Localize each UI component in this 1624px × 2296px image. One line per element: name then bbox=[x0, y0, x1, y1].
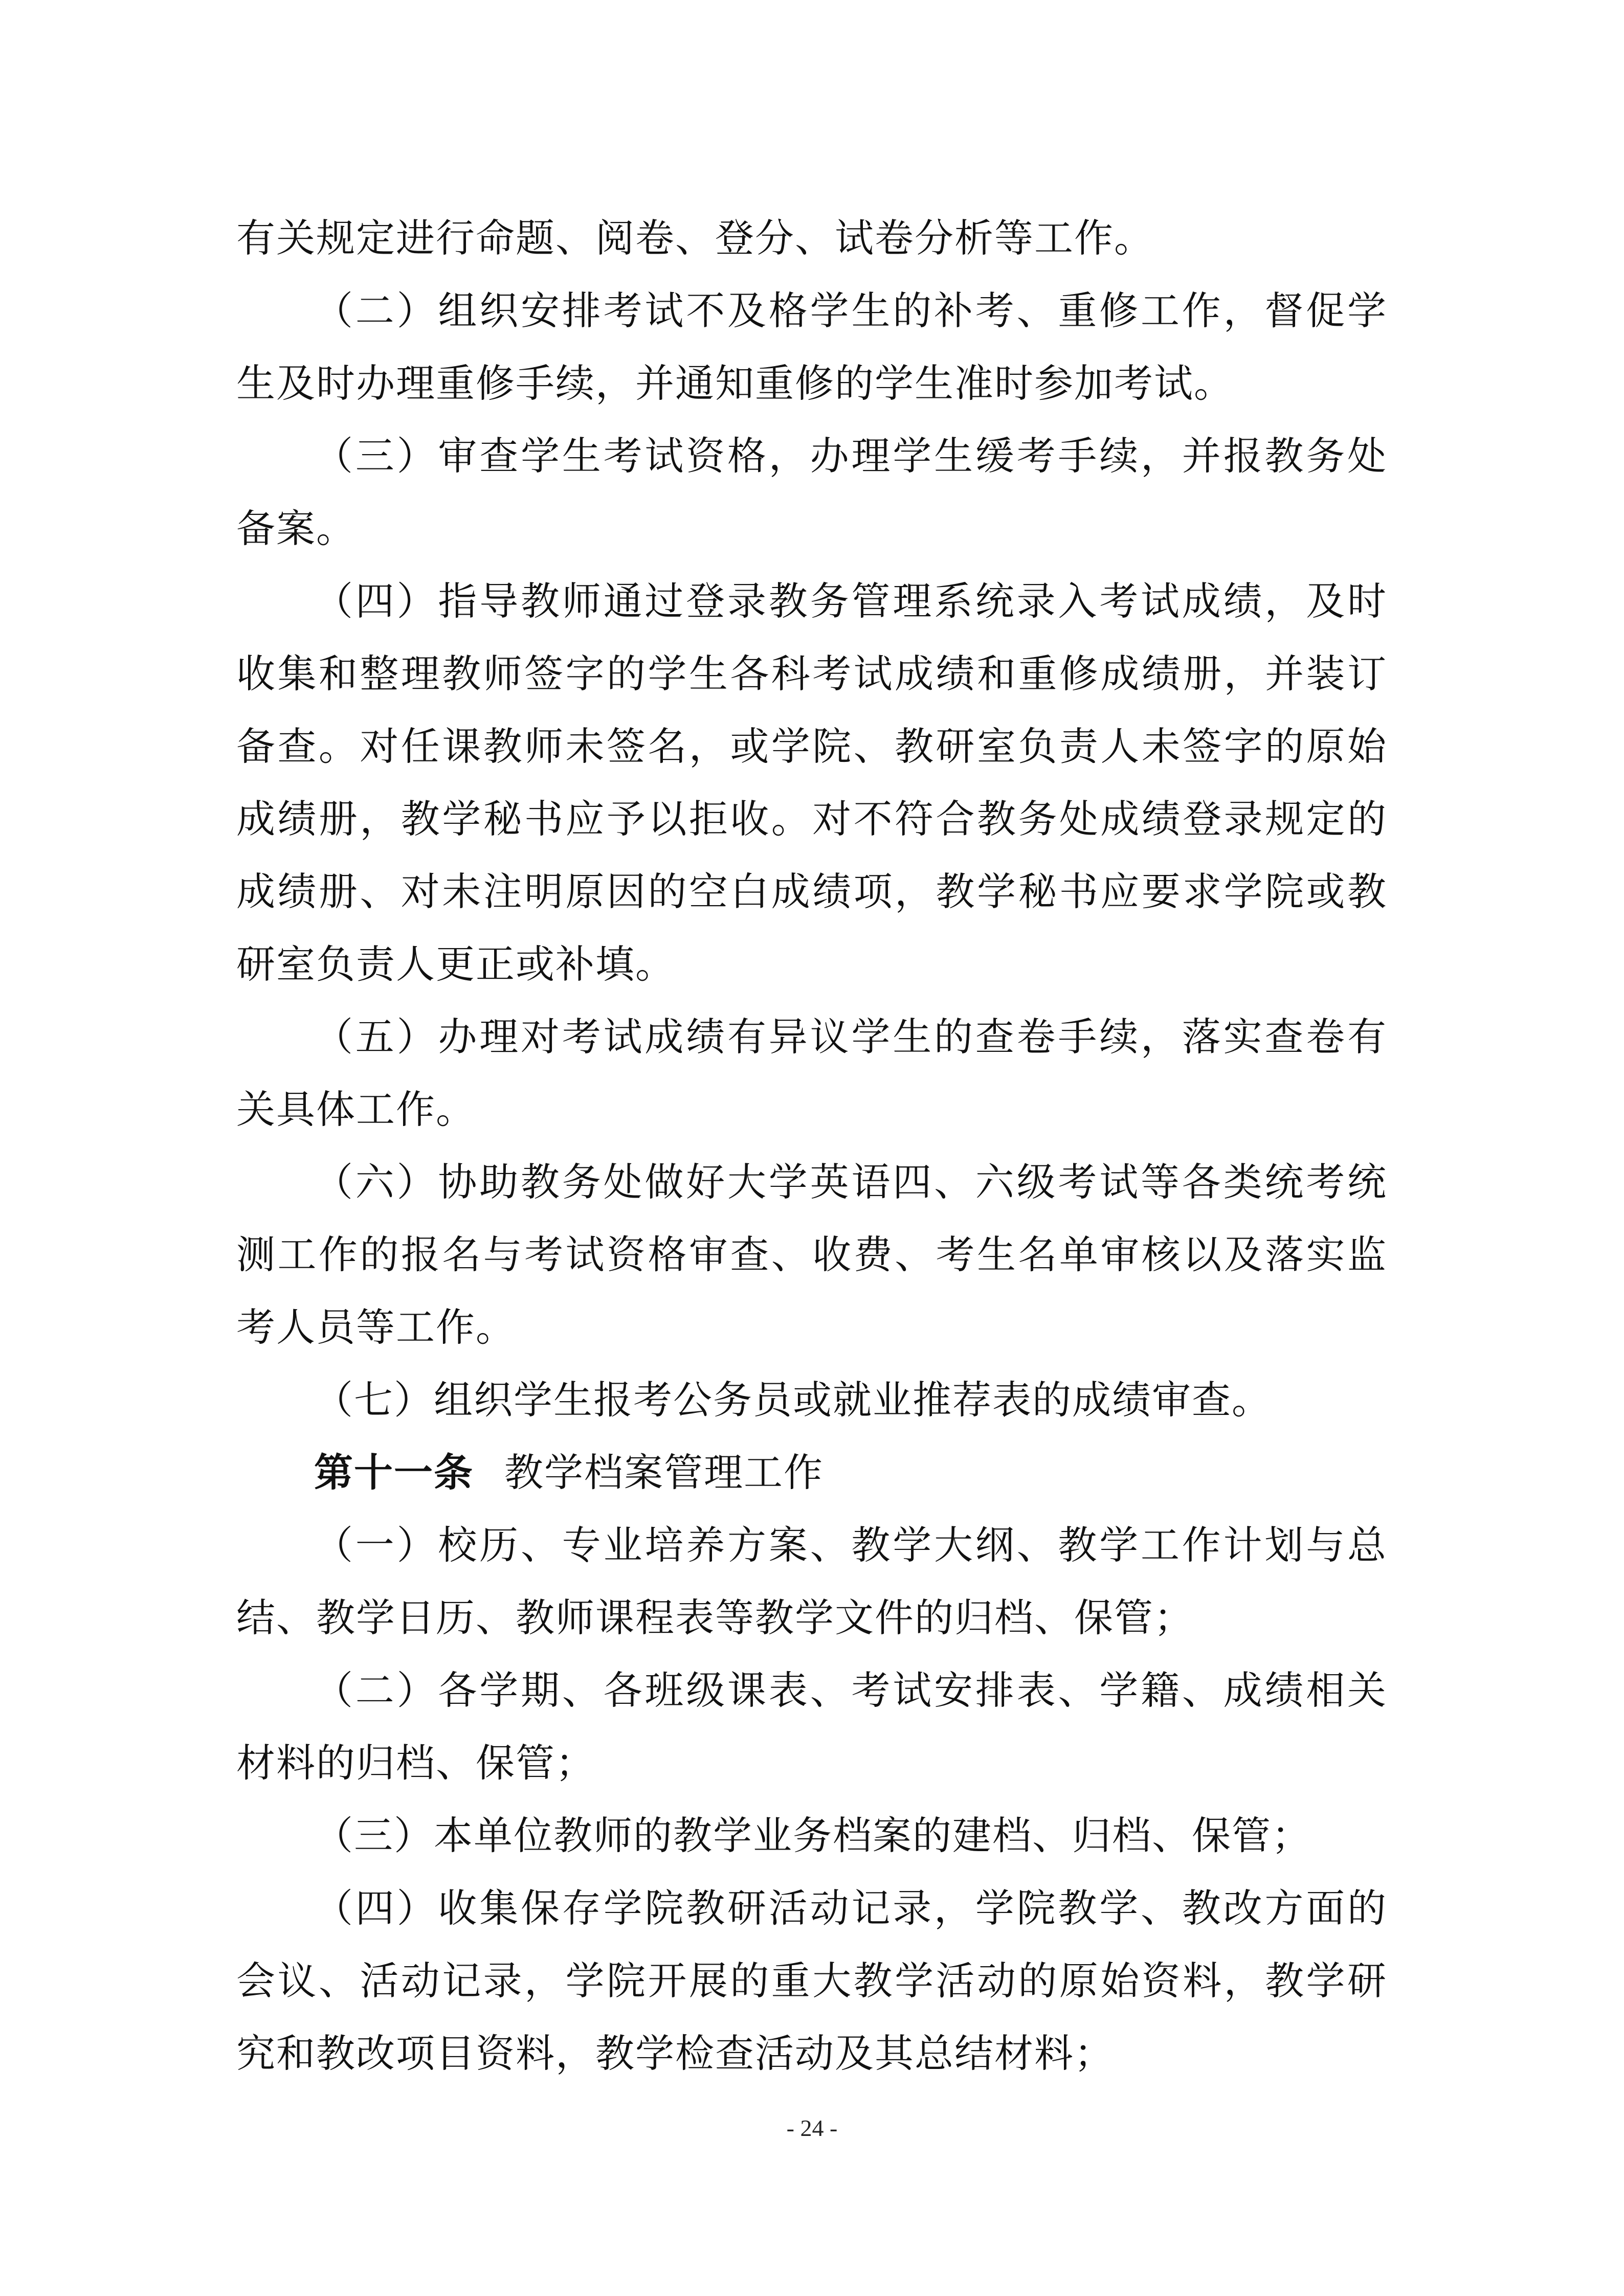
paragraph-item-2: （二）组织安排考试不及格学生的补考、重修工作，督促学生及时办理重修手续，并通知重修的学生准时参加考试。 bbox=[236, 288, 1387, 406]
article-paragraph-1: （一）校历、专业培养方案、教学大纲、教学工作计划与总结、教学日历、教师课程表等教学文件的归档、保管； bbox=[236, 1522, 1387, 1640]
document-body bbox=[236, 202, 1387, 2090]
article-paragraph-3: （三）本单位教师的教学业务档案的建档、归档、保管； bbox=[314, 1813, 1311, 1858]
paragraph-item-3: （三）审查学生考试资格，办理学生缓考手续，并报教务处备案。 bbox=[236, 433, 1387, 551]
paragraph-item-7: （七）组织学生报考公务员或就业推荐表的成绩审查。 bbox=[314, 1377, 1272, 1423]
paragraph-item-4: （四）指导教师通过登录教务管理系统录入考试成绩，及时收集和整理教师签字的学生各科考试成绩和重修成绩册，并装订备查。对任课教师未签名，或学院、教研室负责人未签字的原始成绩册，教学秘书应予以拒收。对不符合教务处成绩登录规定的成绩册、对未注明原因的空白成绩项，教学秘书应要求学院或教研室负责人更正或补填。 bbox=[236, 578, 1387, 987]
article-paragraph-2: （二）各学期、各班级课表、考试安排表、学籍、成绩相关材料的归档、保管； bbox=[236, 1668, 1387, 1786]
paragraph-item-6: （六）协助教务处做好大学英语四、六级考试等各类统考统测工作的报名与考试资格审查、收费、考生名单审核以及落实监考人员等工作。 bbox=[236, 1159, 1387, 1350]
article-paragraph-4: （四）收集保存学院教研活动记录，学院教学、教改方面的会议、活动记录，学院开展的重大教学活动的原始资料，教学研究和教改项目资料，教学检查活动及其总结材料； bbox=[236, 1885, 1387, 2076]
article-heading bbox=[236, 1436, 1387, 1509]
page-number: - 24 - bbox=[786, 2115, 838, 2141]
article-title: 教学档案管理工作 bbox=[504, 1450, 824, 1495]
paragraph-continuation: 有关规定进行命题、阅卷、登分、试卷分析等工作。 bbox=[236, 215, 1154, 261]
paragraph-item-5: （五）办理对考试成绩有异议学生的查卷手续，落实查卷有关具体工作。 bbox=[236, 1014, 1387, 1132]
article-number: 第十一条 bbox=[314, 1450, 474, 1495]
